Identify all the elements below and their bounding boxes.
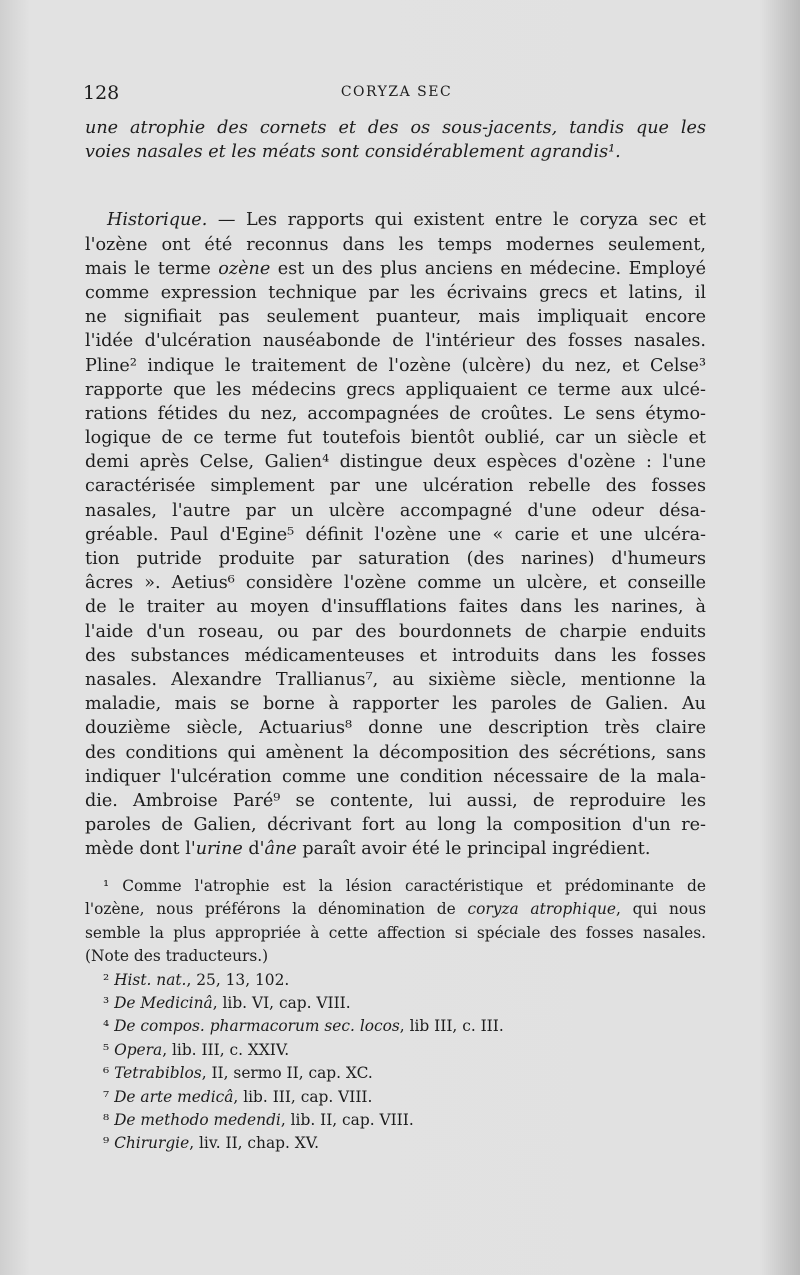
text-line: âcres ». Aetius⁶ considère l'ozène comme un ulcère, et conseille [85,573,706,594]
text-span: , qui nous [615,900,706,919]
section-label: Historique. [107,210,208,231]
text-line: Pline² indique le traitement de l'ozène (ulcère) du nez, et Celse³ [85,355,706,376]
footnote-ref [85,1039,706,1062]
text-line: rations fétides du nez, accompagnées de croûtes. Le sens étymo- [85,403,706,424]
text-line: indiquer l'ulcération comme une condition nécessaire de la mala- [85,766,706,787]
footnote-ref [85,1086,706,1109]
page-header [83,82,710,106]
running-title: CORYZA SEC [340,84,453,100]
footnote-line: (Note des traducteurs.) [85,947,269,966]
footnote-title: De Medicinâ [114,993,213,1012]
footnote-detail: , lib. II, cap. VIII. [280,1110,414,1129]
footnote-ref [85,1132,706,1155]
text-line: rapporte que les médecins grecs appliquaient ce terme aux ulcé- [85,379,706,400]
term-ane: âne [264,839,297,860]
text-line: des conditions qui amènent la décomposition des sécrétions, sans [85,742,706,763]
text-line [85,837,706,861]
text-line [85,208,706,232]
footnote-title: Opera [114,1040,163,1059]
text-line: caractérisée simplement par une ulcération rebelle des fosses [85,476,706,497]
footnote-number: ³ [103,993,110,1012]
text-span: mais le terme [85,258,219,279]
text-span: l'ozène, nous préférons la dénomination de [85,900,468,919]
footnote-number: ⁹ [103,1134,110,1153]
text-line: paroles de Galien, décrivant fort au long la composition d'un re- [85,815,706,836]
text-line: douzième siècle, Actuarius⁸ donne une description très claire [85,718,706,739]
footnote-number: ⁷ [103,1087,110,1106]
footnote-ref [85,1109,706,1132]
footnote-title: De compos. pharmacorum sec. locos [114,1017,400,1036]
historique-paragraph [85,208,706,861]
text-line: l'ozène ont été reconnus dans les temps modernes seulement, [85,234,706,255]
text-span: mède dont l' [85,839,196,860]
footnote-title: De methodo medendi [114,1110,281,1129]
text-line: maladie, mais se borne à rapporter les paroles de Galien. Au [85,694,706,715]
footnote-ref [85,969,706,992]
footnote-ref [85,992,706,1015]
term-ozene: ozène [218,258,271,279]
footnote-number: ⁴ [103,1017,110,1036]
text-line: logique de ce terme fut toutefois bientôt oublié, car un siècle et [85,428,706,449]
footnote-detail: , lib. VI, cap. VIII. [212,993,351,1012]
text-line: une atrophie des cornets et des os sous-jacents, tandis que les [85,118,706,138]
main-text [85,116,706,861]
footnotes [85,875,706,1156]
footnote-ref [85,1062,706,1085]
text-span: — Les rapports qui existent entre le coryza sec et [207,210,706,231]
footnote-line [85,898,706,921]
text-line [85,257,706,281]
term-urine: urine [195,839,243,860]
text-line: tion putride produite par saturation (des narines) d'humeurs [85,549,706,569]
footnote-line: semble la plus appropriée à cette affection si spéciale des fosses nasales. [85,923,706,942]
footnote-number: ² [103,970,110,989]
footnote-number: ⁸ [103,1110,110,1129]
footnote-detail: , lib. III, c. XXIV. [162,1040,290,1059]
footnote-number: ⁵ [103,1040,110,1059]
text-line: nasales, l'autre par un ulcère accompagné d'une odeur désa- [85,500,706,521]
text-span: paraît avoir été le principal ingrédient. [296,839,651,860]
intro-paragraph [85,116,706,164]
text-span: est un des plus anciens en médecine. Employé [270,258,706,279]
footnote-detail: , II, sermo II, cap. XC. [201,1064,373,1083]
footnote-title: De arte medicâ [114,1087,234,1106]
footnote-detail: , lib III, c. III. [399,1017,504,1036]
text-line: nasales. Alexandre Trallianus⁷, au sixième siècle, mentionne la [85,669,706,690]
text-line: de le traiter au moyen d'insufflations faites dans les narines, à [85,597,706,618]
text-line: voies nasales et les méats sont considérablement agrandis¹. [85,142,621,163]
text-line: l'idée d'ulcération nauséabonde de l'intérieur des fosses nasales. [85,331,706,352]
footnote-line: ¹ Comme l'atrophie est la lésion caractéristique et prédominante de [103,877,706,895]
footnote-title: Hist. nat. [114,970,187,989]
footnote-detail: , liv. II, chap. XV. [189,1134,320,1153]
text-line: gréable. Paul d'Egine⁵ définit l'ozène une « carie et une ulcéra- [85,524,706,545]
text-line: des substances médicamenteuses et introduits dans les fosses [85,645,706,666]
footnote-title: Tetrabiblos [114,1064,202,1083]
footnote-ref [85,1015,706,1038]
text-line: ne signifiait pas seulement puanteur, mais impliquait encore [85,307,706,328]
footnote-detail: , lib. III, cap. VIII. [233,1087,373,1106]
footnote-title: Chirurgie [114,1134,190,1153]
text-line: comme expression technique par les écrivains grecs et latins, il [85,282,706,303]
text-line: demi après Celse, Galien⁴ distingue deux espèces d'ozène : l'une [85,452,706,473]
footnote-detail: , 25, 13, 102. [186,970,290,989]
footnote-number: ⁶ [103,1064,110,1083]
term-coryza-atrophique: coryza atrophique [467,900,616,919]
text-line: die. Ambroise Paré⁹ se contente, lui aussi, de reproduire les [85,790,706,811]
text-span: d' [242,839,265,860]
text-line: l'aide d'un roseau, ou par des bourdonnets de charpie enduits [85,621,706,642]
page-number: 128 [83,82,120,104]
